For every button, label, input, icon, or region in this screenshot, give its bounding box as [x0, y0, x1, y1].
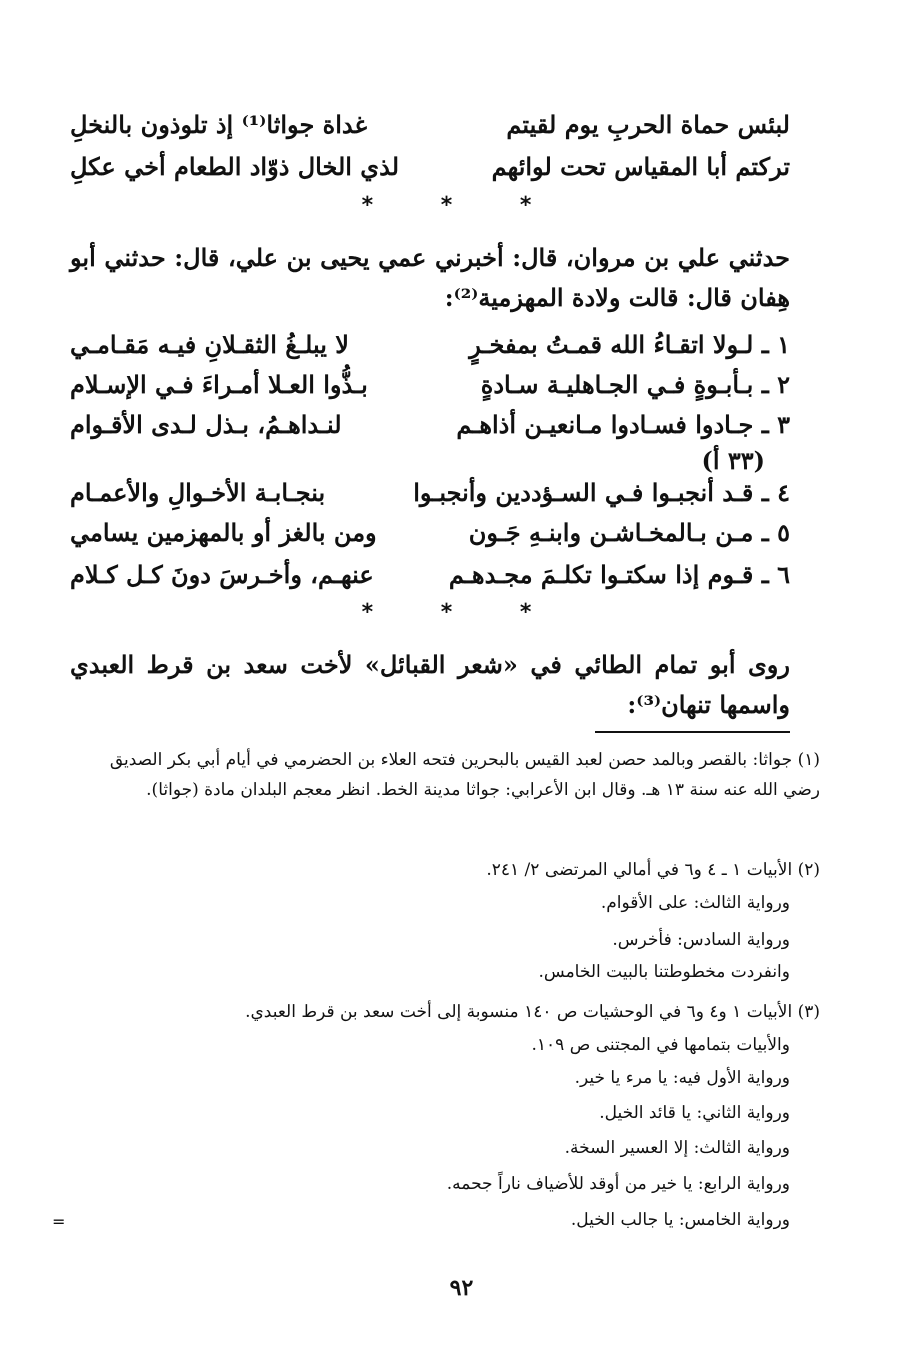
- section-separator: * * *: [361, 600, 562, 625]
- verse-second-hemistich: بنجـابـة الأخـوالِ والأعمـام: [70, 478, 326, 507]
- footnote-variant-line: والأبيات بتمامها في المجتنى ص ١٠٩.: [531, 1035, 790, 1055]
- verse-first-hemistich: [413, 478, 790, 507]
- footnote-variant-line: ورواية الثالث: إلا العسير السخة.: [564, 1138, 790, 1158]
- verse-first-hemistich: [456, 410, 790, 439]
- footnote-divider: [595, 731, 790, 733]
- verse-number: ٣ ـ: [761, 410, 790, 439]
- footnote-3: [70, 997, 820, 1027]
- verse-line: [70, 518, 790, 558]
- verse-number: ٤ ـ: [761, 478, 790, 507]
- verse-text: لـولا اتقـاءُ الله قمـتُ بمفخـرٍ: [469, 330, 754, 359]
- verse-second-hemistich: بـذُّوا العـلا أمـراءَ فـي الإسـلام: [70, 370, 368, 399]
- verse-number: ٢ ـ: [761, 370, 790, 399]
- verse-text: قـوم إذا سكتـوا تكلـمَ مجـدهـم: [448, 560, 754, 589]
- section-separator: * * *: [361, 193, 562, 218]
- footnote-variant-line: ورواية الثاني: يا قائد الخيل.: [599, 1103, 790, 1123]
- footnote-2: [70, 855, 820, 885]
- verse-second-hemistich: ومن بالغز أو بالمهزمين يسامي: [70, 518, 377, 547]
- verse-number: ٦ ـ: [761, 560, 790, 589]
- folio-reference: (٣٣ أ): [701, 446, 765, 475]
- verse-text: قـد أنجبـوا فـي السـؤددين وأنجبـوا: [413, 478, 754, 507]
- verse-first-hemistich: [469, 518, 790, 547]
- verse-line: [70, 370, 790, 410]
- verse-number: ١ ـ: [761, 330, 790, 359]
- verse-line: [70, 110, 790, 150]
- verse-line: [70, 330, 790, 370]
- verse-text: جـادوا فسـادوا مـانعيـن أذاهـم: [456, 410, 754, 439]
- footnote-text: الأبيات ١ ـ ٤ و٦ في أمالي المرتضى ٢/ ٢٤١.: [486, 860, 793, 880]
- verse-second-hemistich: غداة جواثا⁽¹⁾ إذ تلوذون بالنخلِ: [70, 110, 368, 139]
- verse-line: [70, 410, 790, 450]
- footnote-text: جواثا: بالقصر وبالمد حصن لعبد القيس بالبحرين فتحه العلاء بن الحضرمي في أيام أبي بكر الصديق رضي الله عنه سنة ١٣ هـ. وقال ابن الأعرابي: جواثا مدينة الخط. انظر معجم البلدان مادة (جواثا).: [109, 750, 820, 800]
- footnote-text: الأبيات ١ و٤ و٦ في الوحشيات ص ١٤٠ منسوبة إلى أخت سعد بن قرط العبدي.: [245, 1002, 793, 1022]
- verse-second-hemistich: لذي الخال ذوّاد الطعام أخي عكلِ: [70, 152, 400, 181]
- footnote-marker: (٣): [797, 1002, 820, 1022]
- footnote-variant-line: ورواية الأول فيه: يا مرء يا خير.: [574, 1068, 790, 1088]
- verse-first-hemistich: لبئس حماة الحربِ يوم لقيتم: [506, 110, 790, 139]
- footnote-variant-line: ورواية الثالث: على الأقوام.: [600, 893, 790, 913]
- verse-text: بـأبـوةٍ فـي الجـاهليـة سـادةٍ: [480, 370, 754, 399]
- verse-first-hemistich: [481, 370, 790, 399]
- footnote-variant-line: ورواية السادس: فأخرس.: [612, 930, 790, 950]
- footnote-1: [70, 745, 820, 805]
- verse-line: [70, 560, 790, 600]
- verse-line: [70, 152, 790, 192]
- footnote-variant-line: ورواية الرابع: يا خير من أوقد للأضياف ناراً جحمه.: [446, 1174, 790, 1194]
- footnote-variant-line: ورواية الخامس: يا جالب الخيل.: [570, 1210, 790, 1230]
- footnote-marker: (٢): [797, 860, 820, 880]
- verse-first-hemistich: تركتم أبا المقياس تحت لوائهم: [491, 152, 790, 181]
- verse-text: مـن بـالمخـاشـن وابنـهِ جَـون: [468, 518, 754, 547]
- verse-number: ٥ ـ: [761, 518, 790, 547]
- verse-second-hemistich: عنهـم، وأخـرسَ دونَ كـل كـلام: [70, 560, 374, 589]
- margin-mark: =: [52, 1212, 66, 1231]
- verse-second-hemistich: لا يبلـغُ الثقـلانِ فيـه مَقـامـي: [70, 330, 349, 359]
- verse-first-hemistich: [469, 330, 790, 359]
- footnote-variant-line: وانفردت مخطوطتنا بالبيت الخامس.: [538, 962, 790, 982]
- verse-second-hemistich: لنـداهـمُ، بـذل لـدى الأقـوام: [70, 410, 342, 439]
- narration-paragraph: روى أبو تمام الطائي في «شعر القبائل» لأخت سعد بن قرط العبدي واسمها تنهان⁽³⁾:: [70, 650, 790, 719]
- narration-intro: حدثني علي بن مروان، قال: أخبرني عمي يحيى بن علي، قال: حدثني أبو هِفان قال: قالت ولادة المهزمية⁽²⁾:: [70, 243, 790, 312]
- verse-first-hemistich: [449, 560, 790, 589]
- page-number: ٩٢: [449, 1275, 474, 1301]
- verse-line: [70, 478, 790, 518]
- footnote-marker: (١): [797, 750, 820, 770]
